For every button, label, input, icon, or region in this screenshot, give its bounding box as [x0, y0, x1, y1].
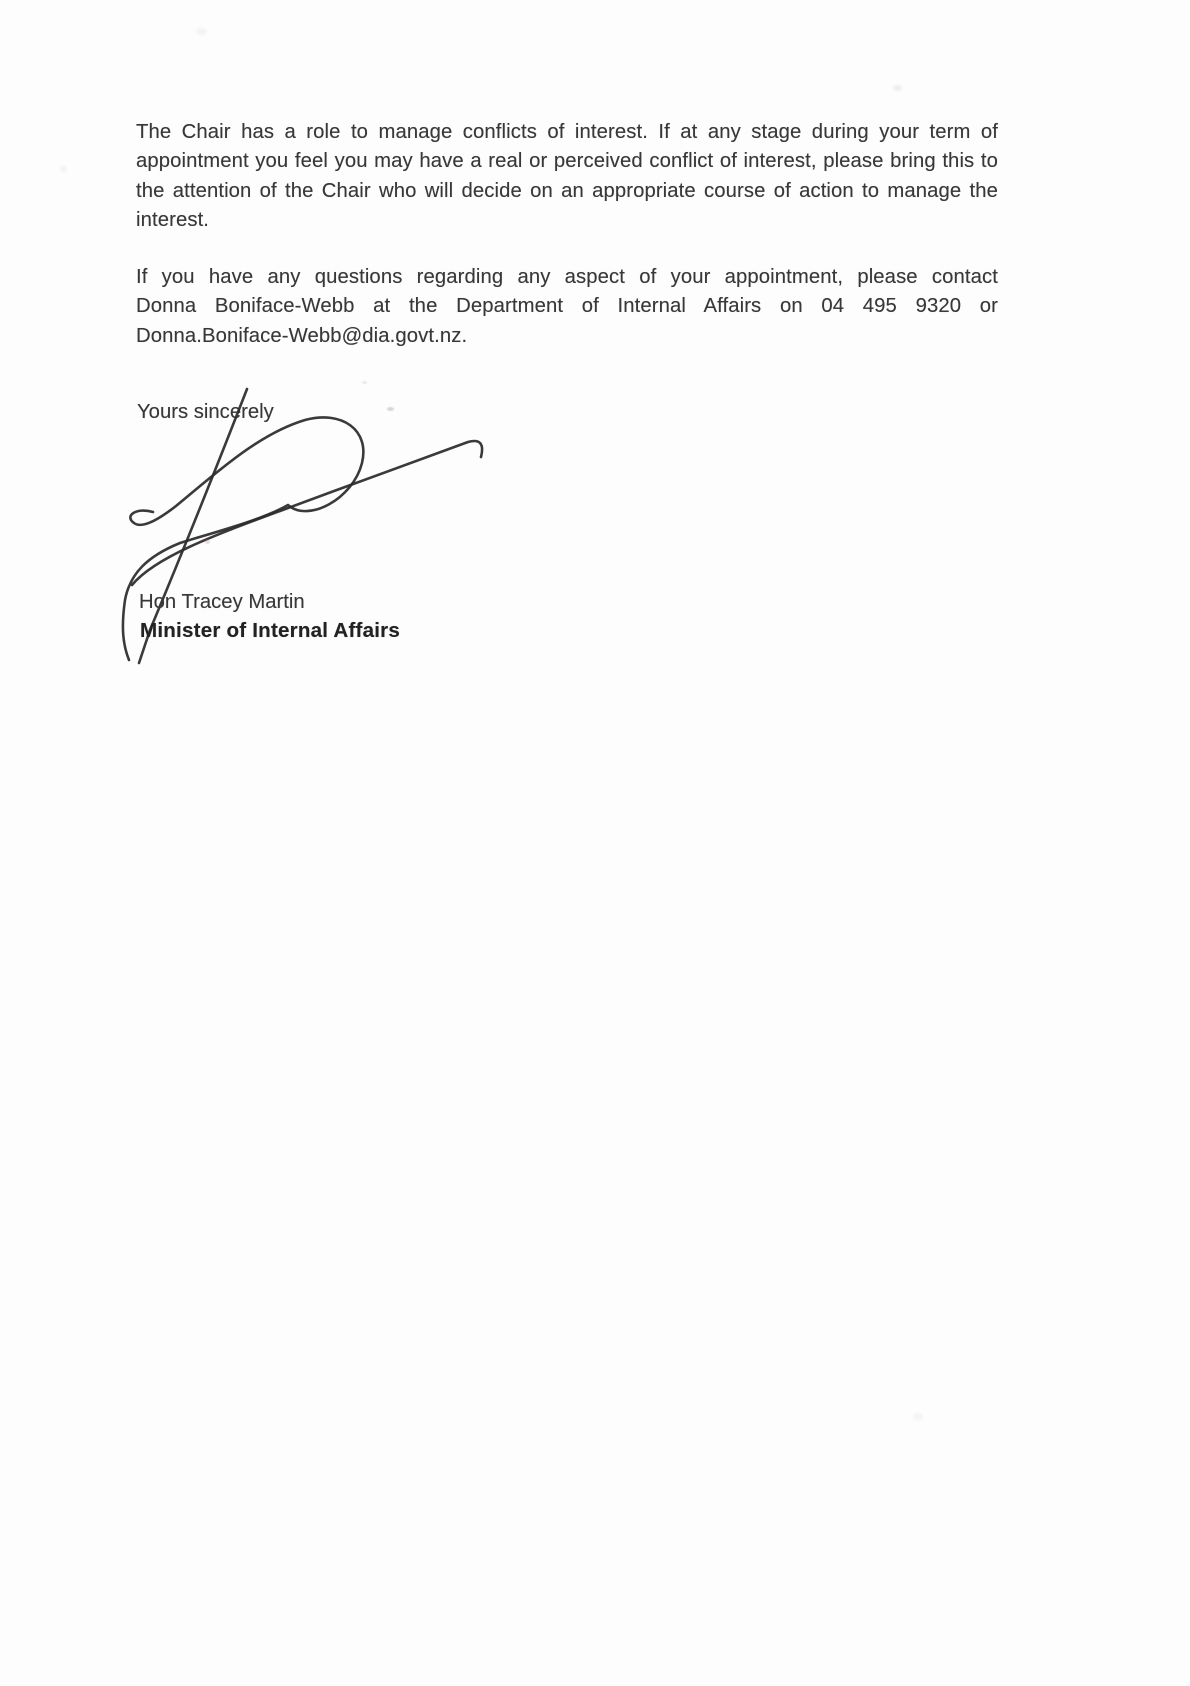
- text-line: Donna.Boniface-Webb@dia.govt.nz.: [136, 324, 468, 347]
- text-line: interest.: [136, 209, 210, 232]
- text-line: If you have any questions regarding any aspect of your appointment, please contact: [136, 266, 998, 288]
- text-line: appointment you feel you may have a real or perceived conflict of interest, please bring this to: [136, 150, 998, 173]
- text-line: the attention of the Chair who will decide on an appropriate course of action to manage the: [136, 179, 998, 202]
- scan-artifact: [893, 85, 902, 91]
- text-line: Donna Boniface-Webb at the Department of Internal Affairs on 04 495 9320 or: [136, 295, 998, 318]
- signature-stroke-tail: [132, 441, 482, 585]
- body-paragraph-contact-details: [136, 263, 998, 351]
- scan-artifact: [60, 166, 67, 172]
- signatory-title: Minister of Internal Affairs: [140, 619, 401, 642]
- scan-artifact: [196, 28, 207, 35]
- signatory-name: Hon Tracey Martin: [139, 591, 305, 613]
- text-line: The Chair has a role to manage conflicts of interest. If at any stage during your term of: [136, 121, 998, 143]
- scan-artifact: [913, 1413, 923, 1420]
- body-paragraph-conflicts-of-interest: [136, 118, 998, 236]
- closing-salutation: Yours sincerely: [137, 401, 274, 423]
